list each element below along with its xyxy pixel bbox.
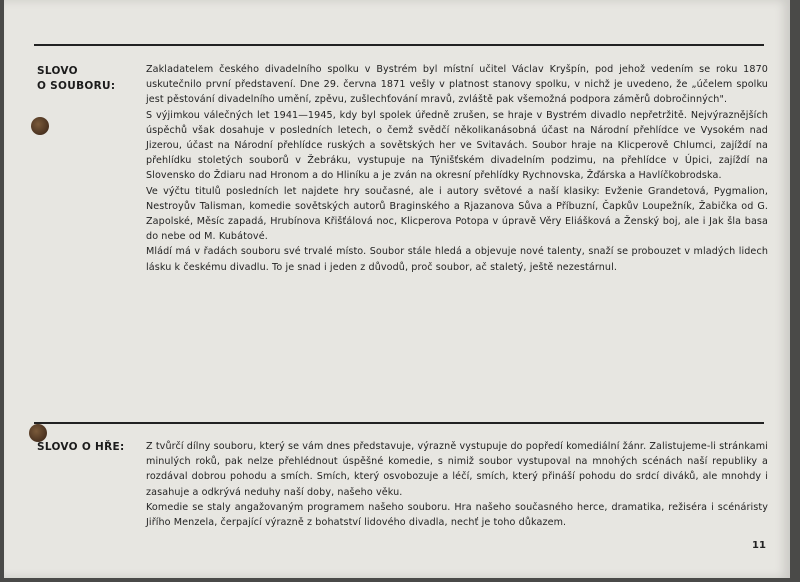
- middle-divider: [34, 422, 764, 424]
- top-divider: [34, 44, 764, 46]
- section-text-about-ensemble: [146, 62, 768, 275]
- label-line: SLOVO O HŘE:: [37, 441, 125, 453]
- section-label-about-play: [37, 440, 124, 455]
- booklet-page: [4, 0, 790, 578]
- paragraph: S výjimkou válečných let 1941—1945, kdy byl spolek úředně zrušen, se hraje v Bystrém divadlo nepřetržitě. Nejvýraznějších úspěchů však dosahuje v posledních letech, o čemž svědčí několikanásobná účast na Národní přehlídce ve Vysokém nad Jizerou, účast na Národní přehlídce ruských a sovětských her ve Svitavách. Soubor hraje na Klicperově Chlumci, zajíždí na přehlídku stoletých souborů v Žebráku, vystupuje na Týnišťském divadelním podzimu, na přehlídce v Úpici, zajíždí na Slovensko do Ždiaru nad Hronom a do Hliníku a je zván na okresní přehlídky Rychnovska, Žďárska a Havlíčkobrodska.: [146, 109, 768, 182]
- section-text-about-play: [146, 439, 768, 530]
- punch-hole-top: [31, 117, 49, 135]
- paragraph: Komedie se staly angažovaným programem našeho souboru. Hra našeho současného herce, dramatika, režiséra i scénáristy Jiřího Menzela, čerpající výrazně z bohatství lidového divadla, nechť je toho důkazem.: [146, 501, 768, 529]
- page-number: 11: [752, 540, 766, 551]
- label-line-1: SLOVO: [37, 65, 78, 77]
- paragraph: Zakladatelem českého divadelního spolku v Bystrém byl místní učitel Václav Kryšpín, pod jehož vedením se roku 1870 uskutečnilo první představení. Dne 29. června 1871 vešly v platnost stanovy spolku, v nichž je uvedeno, že „účelem spolku jest pěstování divadelního umění, zpěvu, zušlechťování mravů, zvláště pak všemožná podpora záměrů dobročinných".: [146, 64, 768, 106]
- section-label-about-ensemble: [37, 64, 115, 94]
- paragraph: Ve výčtu titulů posledních let najdete hry současné, ale i autory světové a naší klasiky: Evženie Grandetová, Pygmalion, Nestroyův Talisman, komedie sovětských autorů Braginského a Rjazanova Sůva a Příbuzní, Čapkův Loupežník, Žabička od G. Zapolské, Měsíc zapadá, Hrubínova Křišťálová noc, Klicperova Potopa v úpravě Věry Eliášková a Ženský boj, ale i Jak šla basa do nebe od M. Kubátové.: [146, 185, 768, 243]
- paragraph: Mládí má v řadách souboru své trvalé místo. Soubor stále hledá a objevuje nové talenty, snaží se probouzet v mladých lidech lásku k českému divadlu. To je snad i jeden z důvodů, proč soubor, ač staletý, ještě nezestárnul.: [146, 246, 768, 273]
- label-line-2: O SOUBORU:: [37, 80, 116, 92]
- paragraph: Z tvůrčí dílny souboru, který se vám dnes představuje, výrazně vystupuje do popředí komediální žánr. Zalistujeme-li stránkami minulých roků, pak nelze přehlédnout úspěšné komedie, s nimiž soubor vystupoval na mnohých scénách naší republiky a rozdával dobrou pohodu a smích. Smích, který osvobozuje a léčí, smích, který přináší pohodu do srdcí diváků, ale mnohdy i zasahuje a odkrývá neduhy naší doby, našeho věku.: [146, 441, 768, 498]
